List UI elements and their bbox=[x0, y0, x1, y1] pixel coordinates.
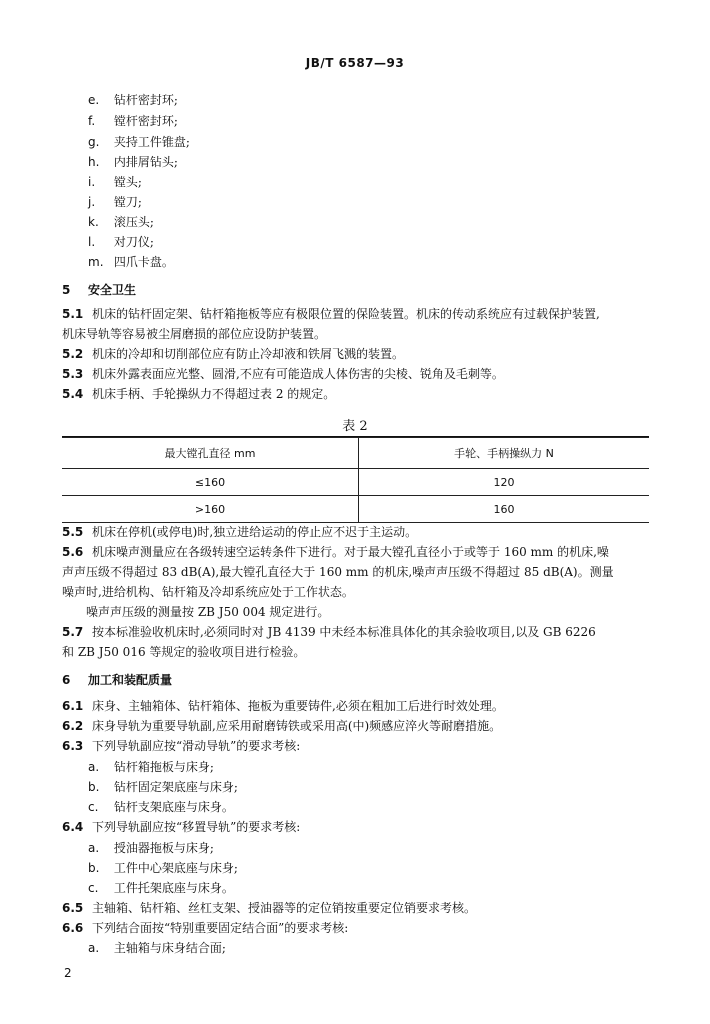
section-heading: 5 安全卫生 bbox=[62, 283, 137, 297]
page-number: 2 bbox=[64, 966, 72, 980]
table-header-cell: 手轮、手柄操纵力 N bbox=[359, 438, 650, 469]
clause-5-6: 5.6 机床噪声测量应在各级转速空运转条件下进行。对于最大镗孔直径小于或等于 160 mm 的机床,噪 bbox=[62, 545, 609, 559]
clause-6-1: 6.1 床身、主轴箱体、钻杆箱体、拖板为重要铸件,必须在粗加工后进行时效处理。 bbox=[62, 699, 504, 713]
table-title: 表 2 bbox=[342, 419, 368, 434]
list-item: a. 授油器拖板与床身; bbox=[88, 841, 214, 855]
table-cell: 120 bbox=[359, 469, 650, 496]
list-item: c. 钻杆支架底座与床身。 bbox=[88, 800, 234, 814]
clause-6-2: 6.2 床身导轨为重要导轨副,应采用耐磨铸铁或采用高(中)频感应淬火等耐磨措施。 bbox=[62, 719, 502, 733]
clause-5-6-note: 噪声声压级的测量按 ZB J50 004 规定进行。 bbox=[86, 605, 330, 619]
clause-5-6-cont: 声声压级不得超过 83 dB(A),最大镗孔直径大于 160 mm 的机床,噪声声压级不得超过 85 dB(A)。测量 bbox=[62, 565, 614, 579]
clause-6-3: 6.3 下列导轨副应按“滑动导轨”的要求考核: bbox=[62, 739, 301, 753]
clause-5-7: 5.7 按本标准验收机床时,必须同时对 JB 4139 中未经本标准具体化的其余验收项目,以及 GB 6226 bbox=[62, 625, 596, 639]
list-item: i. 镗头; bbox=[88, 175, 142, 189]
list-item: m. 四爪卡盘。 bbox=[88, 255, 174, 269]
list-item: f. 镗杆密封环; bbox=[88, 114, 178, 128]
clause-6-5: 6.5 主轴箱、钻杆箱、丝杠支架、授油器等的定位销按重要定位销要求考核。 bbox=[62, 901, 477, 915]
clause-5-3: 5.3 机床外露表面应光整、圆滑,不应有可能造成人体伤害的尖棱、锐角及毛刺等。 bbox=[62, 367, 504, 381]
clause-6-6: 6.6 下列结合面按“特别重要固定结合面”的要求考核: bbox=[62, 921, 349, 935]
standard-code-header: JB/T 6587—93 bbox=[305, 56, 405, 70]
clause-5-4: 5.4 机床手柄、手轮操纵力不得超过表 2 的规定。 bbox=[62, 387, 336, 401]
clause-5-6-cont: 噪声时,进给机构、钻杆箱及冷却系统应处于工作状态。 bbox=[62, 585, 354, 599]
table-cell: ≤160 bbox=[62, 469, 359, 496]
table-cell: >160 bbox=[62, 496, 359, 523]
clause-6-4: 6.4 下列导轨副应按“移置导轨”的要求考核: bbox=[62, 820, 301, 834]
clause-5-1-cont: 机床导轨等容易被尘屑磨损的部位应设防护装置。 bbox=[62, 327, 327, 341]
table-cell: 160 bbox=[359, 496, 650, 523]
list-item: a. 主轴箱与床身结合面; bbox=[88, 941, 226, 955]
table-row bbox=[62, 496, 649, 523]
clause-5-1: 5.1 机床的钻杆固定架、钻杆箱拖板等应有极限位置的保险装置。机床的传动系统应有过载保护装置, bbox=[62, 307, 600, 321]
clause-5-7-cont: 和 ZB J50 016 等规定的验收项目进行检验。 bbox=[62, 645, 306, 659]
table-header-row bbox=[62, 438, 649, 469]
list-item: j. 镗刀; bbox=[88, 195, 142, 209]
list-item: k. 滚压头; bbox=[88, 215, 154, 229]
list-item: b. 工件中心架底座与床身; bbox=[88, 861, 238, 875]
table-header-cell: 最大镗孔直径 mm bbox=[62, 438, 359, 469]
list-item: h. 内排屑钻头; bbox=[88, 155, 178, 169]
list-item: e. 钻杆密封环; bbox=[88, 93, 178, 107]
list-item: g. 夹持工件锥盘; bbox=[88, 135, 190, 149]
section-heading: 6 加工和装配质量 bbox=[62, 673, 173, 687]
operating-force-table bbox=[62, 437, 649, 523]
list-item: c. 工件托架底座与床身。 bbox=[88, 881, 234, 895]
clause-5-5: 5.5 机床在停机(或停电)时,独立进给运动的停止应不迟于主运动。 bbox=[62, 525, 418, 539]
list-item: a. 钻杆箱拖板与床身; bbox=[88, 760, 214, 774]
table-row bbox=[62, 469, 649, 496]
list-item: l. 对刀仪; bbox=[88, 235, 154, 249]
list-item: b. 钻杆固定架底座与床身; bbox=[88, 780, 238, 794]
clause-5-2: 5.2 机床的冷却和切削部位应有防止冷却液和铁屑飞溅的装置。 bbox=[62, 347, 405, 361]
